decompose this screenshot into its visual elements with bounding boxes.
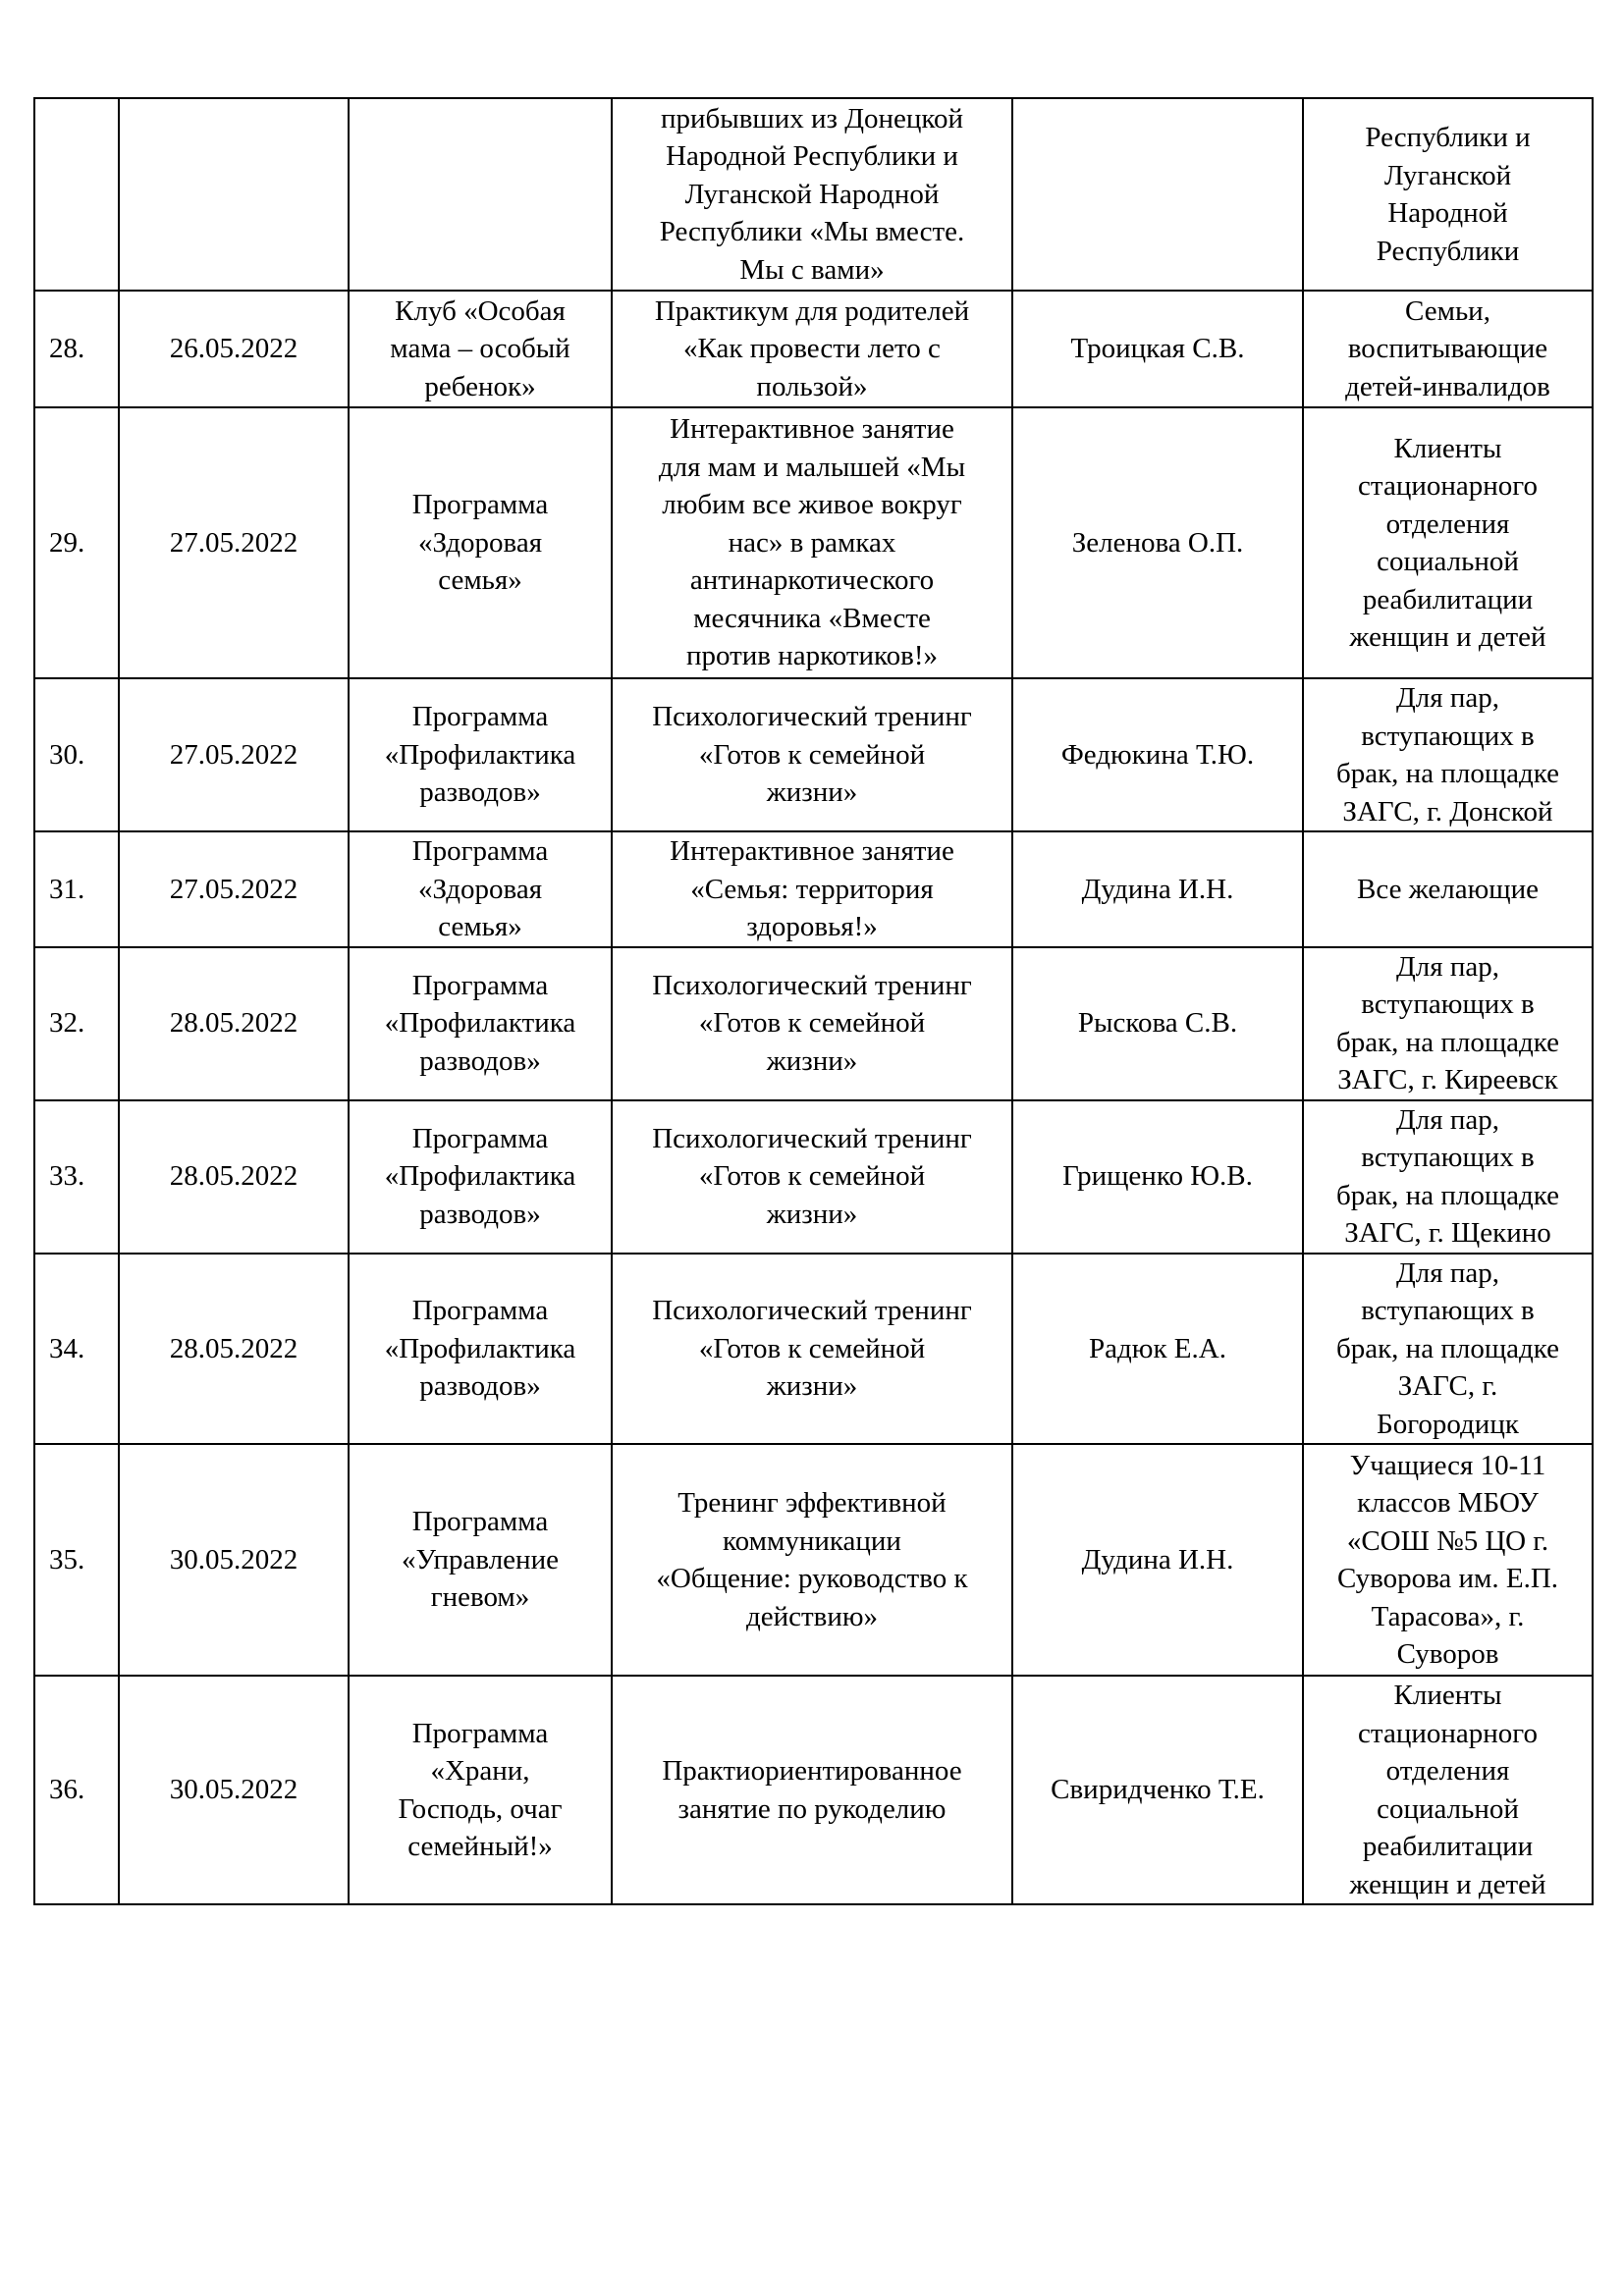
event-date-cell: 30.05.2022 bbox=[119, 1676, 349, 1904]
program-name-line: «Здоровая bbox=[417, 873, 543, 905]
target-audience-line: воспитывающие bbox=[1347, 333, 1548, 365]
program-name-cell bbox=[349, 407, 612, 678]
target-audience-line: Республики bbox=[1376, 235, 1520, 267]
event-title-line: Интерактивное занятие bbox=[670, 835, 954, 867]
program-name-cell bbox=[349, 1444, 612, 1676]
event-title-line: жизни» bbox=[766, 1370, 858, 1402]
row-number-cell: 35. bbox=[34, 1444, 119, 1676]
event-title-line: Психологический тренинг bbox=[652, 1122, 972, 1154]
event-title-line: «Как провести лето с bbox=[683, 333, 941, 365]
table-row bbox=[34, 831, 1593, 947]
target-audience-line: классов МБОУ bbox=[1357, 1487, 1539, 1519]
target-audience-line: Для пар, bbox=[1396, 950, 1499, 983]
program-name-cell bbox=[349, 1676, 612, 1904]
event-date-cell: 28.05.2022 bbox=[119, 1100, 349, 1254]
target-audience-cell bbox=[1303, 407, 1593, 678]
program-name-cell bbox=[349, 98, 612, 291]
target-audience-line: стационарного bbox=[1358, 470, 1538, 502]
target-audience-line: брак, на площадке bbox=[1335, 1179, 1560, 1211]
event-title-line: жизни» bbox=[766, 1044, 858, 1077]
event-title-cell bbox=[612, 291, 1012, 407]
event-title-line: «Готов к семейной bbox=[698, 1007, 926, 1040]
event-title-line: для мам и малышей «Мы bbox=[658, 451, 966, 483]
event-date-cell: 28.05.2022 bbox=[119, 947, 349, 1100]
program-name-line: семья» bbox=[438, 911, 522, 942]
event-title-line: «Готов к семейной bbox=[698, 738, 926, 771]
event-title-cell bbox=[612, 678, 1012, 831]
program-name-cell bbox=[349, 291, 612, 407]
responsible-person-cell: Федюкина Т.Ю. bbox=[1012, 678, 1303, 831]
table-row bbox=[34, 947, 1593, 1100]
program-name-line: Программа bbox=[411, 835, 549, 867]
event-title-line: жизни» bbox=[766, 1198, 858, 1230]
target-audience-line: Для пар, bbox=[1396, 1103, 1499, 1136]
program-name-cell bbox=[349, 831, 612, 947]
target-audience-line: женщин и детей bbox=[1349, 1868, 1546, 1900]
target-audience-line: вступающих в bbox=[1361, 1295, 1535, 1326]
target-audience-line: Народной bbox=[1387, 197, 1508, 229]
event-title-line: Практиориентированное bbox=[662, 1755, 962, 1787]
events-table bbox=[33, 97, 1594, 1905]
event-title-line: коммуникации bbox=[723, 1524, 901, 1557]
program-name-cell bbox=[349, 1254, 612, 1445]
events-table-body bbox=[34, 98, 1593, 1904]
target-audience-line: «СОШ №5 ЦО г. bbox=[1346, 1524, 1549, 1557]
row-number-cell: 31. bbox=[34, 831, 119, 947]
event-title-cell bbox=[612, 1676, 1012, 1904]
event-title-line: нас» в рамках bbox=[728, 526, 896, 559]
event-title-cell bbox=[612, 947, 1012, 1100]
program-name-line: «Профилактика bbox=[384, 738, 576, 771]
responsible-person-cell: Грищенко Ю.В. bbox=[1012, 1100, 1303, 1254]
target-audience-cell bbox=[1303, 98, 1593, 291]
program-name-line: Программа bbox=[411, 1506, 549, 1538]
table-row bbox=[34, 291, 1593, 407]
target-audience-cell bbox=[1303, 1100, 1593, 1254]
program-name-line: разводов» bbox=[419, 1044, 541, 1077]
target-audience-line: брак, на площадке bbox=[1335, 1026, 1560, 1058]
row-number-cell bbox=[34, 98, 119, 291]
program-name-line: Программа bbox=[411, 701, 549, 733]
program-name-line: разводов» bbox=[419, 1198, 541, 1230]
event-title-line: «Готов к семейной bbox=[698, 1332, 926, 1364]
target-audience-cell bbox=[1303, 291, 1593, 407]
event-date-cell: 27.05.2022 bbox=[119, 678, 349, 831]
target-audience-line: детей-инвалидов bbox=[1345, 370, 1550, 402]
target-audience-cell bbox=[1303, 678, 1593, 831]
target-audience-line: отделения bbox=[1385, 507, 1510, 540]
target-audience-line: Клиенты bbox=[1393, 1680, 1502, 1711]
target-audience-line: женщин и детей bbox=[1349, 621, 1546, 653]
event-date-cell: 30.05.2022 bbox=[119, 1444, 349, 1676]
event-title-line: Практикум для родителей bbox=[654, 294, 970, 327]
event-title-line: Тренинг эффективной bbox=[677, 1487, 947, 1519]
responsible-person-cell: Зеленова О.П. bbox=[1012, 407, 1303, 678]
program-name-line: «Профилактика bbox=[384, 1332, 576, 1364]
target-audience-line: Все желающие bbox=[1357, 873, 1539, 905]
event-title-cell bbox=[612, 407, 1012, 678]
event-title-line: месячника «Вместе bbox=[693, 602, 931, 634]
target-audience-line: Луганской bbox=[1383, 159, 1512, 191]
responsible-person-cell: Свиридченко Т.Е. bbox=[1012, 1676, 1303, 1904]
row-number-cell: 29. bbox=[34, 407, 119, 678]
target-audience-line: реабилитации bbox=[1362, 1831, 1534, 1862]
target-audience-line: брак, на площадке bbox=[1335, 1332, 1560, 1364]
event-title-line: Психологический тренинг bbox=[652, 1295, 972, 1326]
target-audience-line: Клиенты bbox=[1393, 432, 1502, 464]
target-audience-cell bbox=[1303, 831, 1593, 947]
target-audience-line: вступающих в bbox=[1361, 720, 1535, 752]
target-audience-line: ЗАГС, г. bbox=[1397, 1370, 1498, 1402]
target-audience-line: Республики и bbox=[1365, 122, 1531, 153]
program-name-line: «Здоровая bbox=[417, 526, 543, 559]
target-audience-line: социальной bbox=[1377, 1792, 1519, 1825]
table-row bbox=[34, 1444, 1593, 1676]
event-title-line: Луганской Народной bbox=[684, 178, 940, 210]
target-audience-cell bbox=[1303, 1444, 1593, 1676]
program-name-line: Клуб «Особая bbox=[395, 294, 566, 327]
target-audience-line: Богородицк bbox=[1377, 1408, 1519, 1440]
row-number-cell: 32. bbox=[34, 947, 119, 1100]
event-title-line: Мы с вами» bbox=[739, 253, 885, 286]
target-audience-line: брак, на площадке bbox=[1335, 758, 1560, 789]
event-title-line: прибывших из Донецкой bbox=[660, 102, 964, 134]
responsible-person-cell: Радюк Е.А. bbox=[1012, 1254, 1303, 1445]
table-row bbox=[34, 98, 1593, 291]
target-audience-line: отделения bbox=[1385, 1755, 1510, 1787]
event-title-cell bbox=[612, 1254, 1012, 1445]
target-audience-line: Суворов bbox=[1396, 1638, 1499, 1670]
row-number-cell: 36. bbox=[34, 1676, 119, 1904]
program-name-line: Программа bbox=[411, 969, 549, 1001]
row-number-cell: 34. bbox=[34, 1254, 119, 1445]
table-row bbox=[34, 1676, 1593, 1904]
program-name-line: разводов» bbox=[419, 1370, 541, 1402]
target-audience-line: вступающих в bbox=[1361, 1142, 1535, 1173]
table-row bbox=[34, 678, 1593, 831]
program-name-cell bbox=[349, 1100, 612, 1254]
program-name-cell bbox=[349, 947, 612, 1100]
event-date-cell: 28.05.2022 bbox=[119, 1254, 349, 1445]
program-name-line: Программа bbox=[411, 1295, 549, 1326]
event-title-line: антинаркотического bbox=[689, 564, 935, 597]
event-date-cell: 27.05.2022 bbox=[119, 831, 349, 947]
target-audience-line: стационарного bbox=[1358, 1717, 1538, 1749]
program-name-line: Программа bbox=[411, 1122, 549, 1154]
event-title-line: Республики «Мы вместе. bbox=[659, 216, 965, 248]
event-title-line: здоровья!» bbox=[746, 911, 878, 942]
row-number-cell: 30. bbox=[34, 678, 119, 831]
program-name-line: «Профилактика bbox=[384, 1160, 576, 1193]
program-name-line: «Управление bbox=[402, 1543, 559, 1575]
program-name-line: «Храни, bbox=[430, 1755, 530, 1787]
target-audience-line: реабилитации bbox=[1362, 583, 1534, 615]
event-title-line: любим все живое вокруг bbox=[662, 489, 962, 521]
target-audience-line: вступающих в bbox=[1361, 988, 1535, 1020]
event-title-line: против наркотиков!» bbox=[685, 640, 939, 672]
event-title-cell bbox=[612, 1100, 1012, 1254]
event-title-line: Психологический тренинг bbox=[652, 969, 972, 1001]
target-audience-cell bbox=[1303, 1676, 1593, 1904]
target-audience-line: ЗАГС, г. Щекино bbox=[1344, 1217, 1551, 1249]
event-title-line: занятие по рукоделию bbox=[677, 1792, 947, 1825]
event-title-line: Интерактивное занятие bbox=[670, 413, 954, 446]
event-title-line: Психологический тренинг bbox=[652, 701, 972, 733]
event-title-line: Народной Республики и bbox=[666, 140, 958, 173]
row-number-cell: 28. bbox=[34, 291, 119, 407]
program-name-line: мама – особый bbox=[390, 333, 570, 365]
program-name-line: «Профилактика bbox=[384, 1007, 576, 1040]
event-title-line: жизни» bbox=[766, 776, 858, 809]
program-name-line: семья» bbox=[438, 564, 522, 597]
event-title-line: «Готов к семейной bbox=[698, 1160, 926, 1193]
responsible-person-cell bbox=[1012, 98, 1303, 291]
event-title-cell bbox=[612, 98, 1012, 291]
program-name-line: Господь, очаг bbox=[398, 1792, 563, 1825]
target-audience-cell bbox=[1303, 947, 1593, 1100]
table-row bbox=[34, 1100, 1593, 1254]
table-row bbox=[34, 1254, 1593, 1445]
target-audience-line: ЗАГС, г. Донской bbox=[1342, 795, 1553, 828]
program-name-line: ребенок» bbox=[424, 370, 536, 402]
table-row bbox=[34, 407, 1593, 678]
target-audience-line: Семьи, bbox=[1405, 294, 1490, 327]
target-audience-line: ЗАГС, г. Киреевск bbox=[1337, 1064, 1558, 1095]
event-title-line: «Семья: территория bbox=[690, 873, 934, 905]
row-number-cell: 33. bbox=[34, 1100, 119, 1254]
event-date-cell: 26.05.2022 bbox=[119, 291, 349, 407]
program-name-line: Программа bbox=[411, 489, 549, 521]
target-audience-line: Суворова им. Е.П. bbox=[1336, 1563, 1559, 1594]
program-name-line: разводов» bbox=[419, 776, 541, 809]
event-title-cell bbox=[612, 1444, 1012, 1676]
responsible-person-cell: Дудина И.Н. bbox=[1012, 831, 1303, 947]
target-audience-cell bbox=[1303, 1254, 1593, 1445]
responsible-person-cell: Дудина И.Н. bbox=[1012, 1444, 1303, 1676]
target-audience-line: Для пар, bbox=[1396, 1256, 1499, 1289]
event-date-cell bbox=[119, 98, 349, 291]
event-title-cell bbox=[612, 831, 1012, 947]
program-name-cell bbox=[349, 678, 612, 831]
target-audience-line: Тарасова», г. bbox=[1371, 1600, 1525, 1632]
event-title-line: действию» bbox=[745, 1600, 879, 1632]
responsible-person-cell: Рыскова С.В. bbox=[1012, 947, 1303, 1100]
program-name-line: гневом» bbox=[430, 1581, 530, 1614]
event-title-line: пользой» bbox=[756, 370, 868, 402]
event-title-line: «Общение: руководство к bbox=[656, 1563, 968, 1594]
program-name-line: семейный!» bbox=[407, 1831, 553, 1862]
responsible-person-cell: Троицкая С.В. bbox=[1012, 291, 1303, 407]
target-audience-line: социальной bbox=[1377, 546, 1519, 577]
target-audience-line: Для пар, bbox=[1396, 682, 1499, 714]
target-audience-line: Учащиеся 10-11 bbox=[1349, 1449, 1546, 1481]
program-name-line: Программа bbox=[411, 1717, 549, 1749]
event-date-cell: 27.05.2022 bbox=[119, 407, 349, 678]
